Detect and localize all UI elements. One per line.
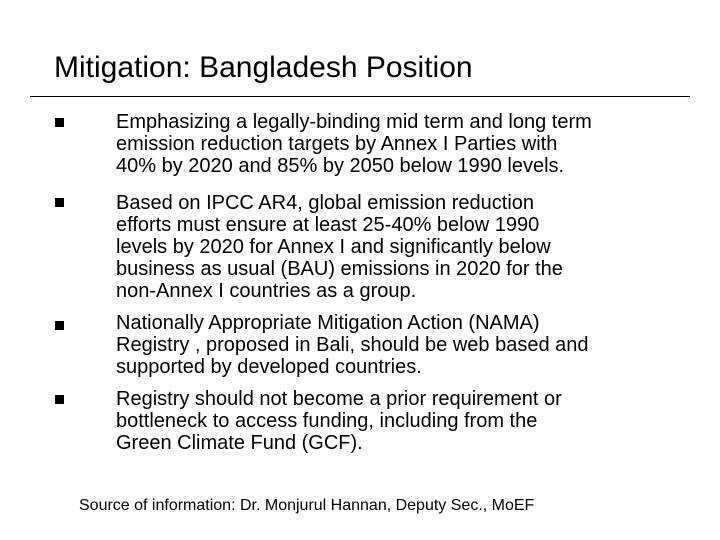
bullet-line: non-Annex I countries as a group. — [116, 280, 417, 302]
bullet-line: Registry should not become a prior requirement or — [116, 388, 562, 410]
slide-title: Mitigation: Bangladesh Position — [54, 51, 473, 84]
bullet-line: 40% by 2020 and 85% by 2050 below 1990 levels. — [116, 155, 565, 177]
square-bullet-icon — [55, 198, 64, 207]
bullet-line: business as usual (BAU) emissions in 2020 for the — [116, 258, 563, 280]
square-bullet-icon — [55, 118, 64, 127]
bullet-line: levels by 2020 for Annex I and significantly below — [116, 236, 551, 258]
bullet-line: efforts must ensure at least 25-40% below 1990 — [116, 214, 540, 236]
bullet-line: Emphasizing a legally-binding mid term and long term — [116, 111, 592, 133]
bullet-line: Nationally Appropriate Mitigation Action (NAMA) — [116, 312, 540, 334]
bullet-line: bottleneck to access funding, including from the — [116, 410, 538, 432]
bullet-line: Green Climate Fund (GCF). — [116, 432, 363, 454]
square-bullet-icon — [55, 395, 64, 404]
bullet-line: emission reduction targets by Annex I Parties with — [116, 133, 558, 155]
source-note: Source of information: Dr. Monjurul Hannan, Deputy Sec., MoEF — [79, 497, 535, 514]
bullet-line: Based on IPCC AR4, global emission reduction — [116, 192, 535, 214]
bullet-line: Registry , proposed in Bali, should be web based and — [116, 334, 589, 356]
bullet-line: supported by developed countries. — [116, 356, 422, 378]
square-bullet-icon — [55, 321, 64, 330]
